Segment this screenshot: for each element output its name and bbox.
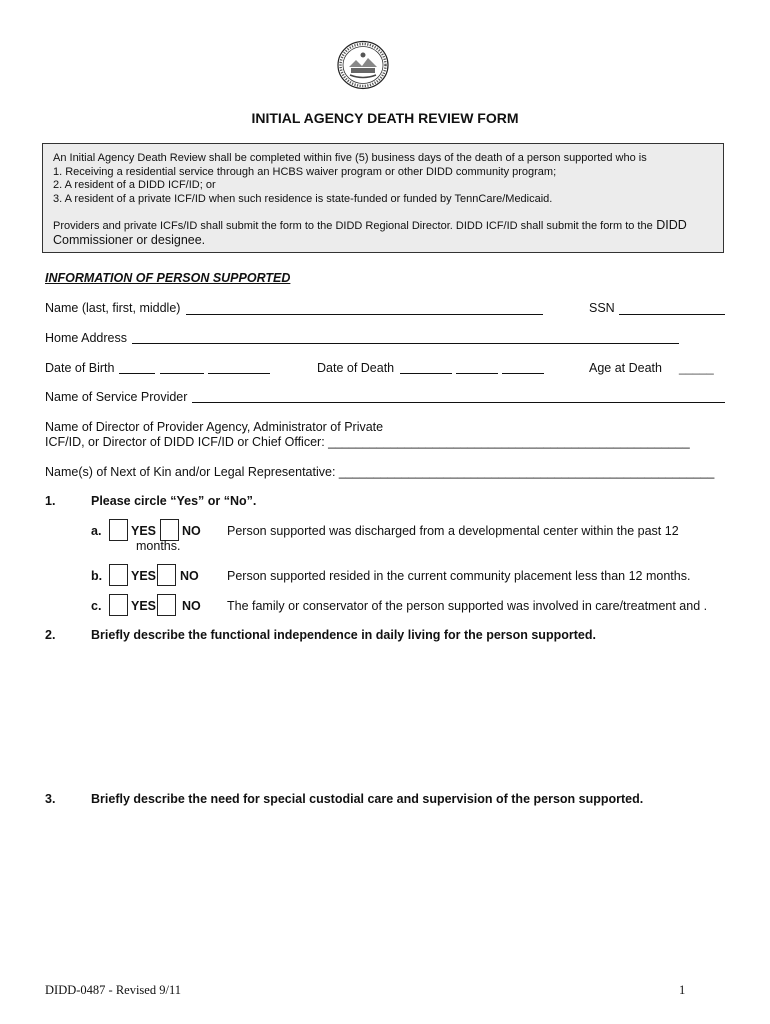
q1c-text: The family or conservator of the person supported was involved in care/treatment and . [227,599,708,613]
dob-label: Date of Birth [45,361,115,375]
page-number: 1 [679,983,686,997]
notice-submit-text: Providers and private ICFs/ID shall submit the form to the DIDD Regional Director. DIDD ICF/ID shall submit the form to the [53,220,653,232]
age-field[interactable]: _____ [679,361,714,375]
notice-item-3: 3. A resident of a private ICF/ID when such residence is state-funded or funded by TennCare/Medicaid. [53,192,553,205]
q1a-no-label: NO [182,524,201,538]
dob-month-field[interactable] [119,373,155,374]
q2-text: Briefly describe the functional independence in daily living for the person supported. [91,628,596,642]
section-heading: INFORMATION OF PERSON SUPPORTED [45,271,291,285]
q1a-text: Person supported was discharged from a developmental center within the past 12 [227,524,679,538]
notice-item-2: 2. A resident of a DIDD ICF/ID; or [53,179,216,191]
dob-day-field[interactable] [160,373,204,374]
dod-year-field[interactable] [502,373,544,374]
name-field[interactable] [186,314,543,315]
q3-answer-area[interactable] [91,812,725,962]
q1a-letter: a. [91,524,102,538]
q1c-no-label: NO [182,599,201,613]
dod-day-field[interactable] [456,373,498,374]
name-label: Name (last, first, middle) [45,301,181,315]
home-address-label: Home Address [45,331,127,345]
q2-number: 2. [45,628,56,642]
notice-item-1: 1. Receiving a residential service through an HCBS waiver program or other DIDD community program; [53,165,557,178]
form-id: DIDD-0487 - Revised 9/11 [45,983,181,997]
notice-box [42,143,724,253]
q1b-no-checkbox[interactable] [157,564,176,586]
q1c-letter: c. [91,599,102,613]
home-address-field[interactable] [132,343,679,344]
q1a-yes-label: YES [131,524,157,538]
q1b-no-label: NO [180,569,199,583]
q1-number: 1. [45,494,56,508]
notice-submit-didd: DIDD [652,218,687,232]
ssn-field[interactable] [619,314,725,315]
ssn-label: SSN [589,301,615,315]
q1c-no-checkbox[interactable] [157,594,176,616]
age-label: Age at Death [589,361,662,375]
q1-text: Please circle “Yes” or “No”. [91,494,257,508]
notice-intro: An Initial Agency Death Review shall be completed within five (5) business days of the death of a person supported who is [53,152,647,164]
director-field[interactable]: ICF/ID, or Director of DIDD ICF/ID or Chief Officer: ____________________________________________________ [45,435,690,449]
q1b-yes-label: YES [131,569,157,583]
dod-month-field[interactable] [400,373,452,374]
form-title: INITIAL AGENCY DEATH REVIEW FORM [251,110,519,126]
q1b-text: Person supported resided in the current community placement less than 12 months. [227,569,691,583]
q2-answer-area[interactable] [91,648,725,778]
q1c-yes-label: YES [131,599,157,613]
notice-submit-line [53,216,687,234]
state-seal-icon [336,40,390,90]
dod-label: Date of Death [317,361,395,375]
q1c-yes-checkbox[interactable] [109,594,128,616]
director-label: Name of Director of Provider Agency, Administrator of Private [45,420,384,434]
next-of-kin-field[interactable]: Name(s) of Next of Kin and/or Legal Representative: ______________________________________________________ [45,465,715,479]
q1b-letter: b. [91,569,103,583]
q1a-no-checkbox[interactable] [160,519,179,541]
notice-submit-commissioner: Commissioner or designee. [53,233,206,247]
q1a-text-cont: months. [136,539,181,553]
provider-label: Name of Service Provider [45,390,188,404]
q1a-yes-checkbox[interactable] [109,519,128,541]
dob-year-field[interactable] [208,373,270,374]
q1b-yes-checkbox[interactable] [109,564,128,586]
provider-field[interactable] [192,402,725,403]
q3-number: 3. [45,792,56,806]
q3-text: Briefly describe the need for special custodial care and supervision of the person supported. [91,792,644,806]
